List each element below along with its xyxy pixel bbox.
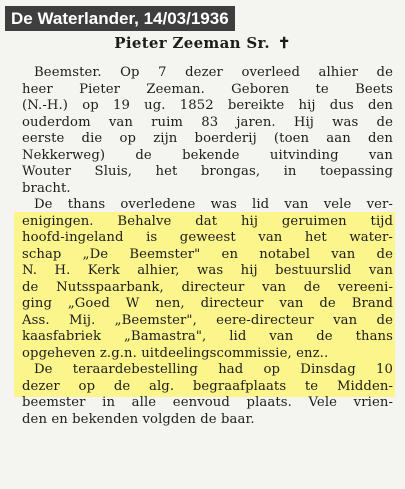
text-line: de Nutsspaarbank, directeur van de vereeni-	[22, 279, 393, 295]
text-line: schap „De Beemster" en notabel van de	[22, 246, 393, 262]
text-line: kaasfabriek „Bamastra", lid van de thans	[22, 329, 393, 344]
text-line: opgeheven z.g.n. uitdeelingscommissie, enz..	[22, 345, 329, 361]
paragraph-3	[22, 362, 393, 428]
text-line: Nekkerweg) de bekende uitvinding van	[22, 147, 393, 163]
paragraph-2	[22, 197, 393, 362]
text-line: Ass. Mij. „Beemster", eere-directeur van de	[22, 312, 393, 328]
source-label: De Waterlander, 14/03/1936	[5, 6, 235, 31]
text-line: N. H. Kerk alhier, was hij bestuurslid van	[22, 263, 393, 278]
text-line: eerste die op zijn boerderij (toen aan den	[22, 131, 393, 146]
text-line: bracht.	[22, 180, 71, 196]
text-line: De thans overledene was lid van vele ver-	[34, 197, 393, 212]
text-line: den en bekenden volgden de baar.	[22, 411, 255, 427]
text-line: De teraardebestelling had op Dinsdag 10	[34, 362, 393, 377]
article-body	[22, 65, 393, 428]
text-line: Beemster. Op 7 dezer overleed alhier de	[34, 65, 393, 80]
text-line: Wouter Sluis, het brongas, in toepassing	[22, 164, 393, 179]
text-line: ouderdom van ruim 83 jaren. Hij was de	[22, 114, 393, 130]
text-line: heer Pieter Zeeman. Geboren te Beets	[22, 81, 393, 97]
headline-text: Pieter Zeeman Sr.	[114, 34, 270, 52]
paragraph-1	[22, 65, 393, 197]
text-line: ging „Goed W nen, directeur van de Brand	[22, 296, 393, 311]
article-headline	[0, 34, 405, 52]
text-line: enigingen. Behalve dat hij geruimen tijd	[22, 213, 393, 229]
text-line: (N.-H.) op 19 ug. 1852 bereikte hij dus den	[22, 98, 393, 113]
cross-icon: ✝	[277, 34, 291, 52]
text-line: beemster in alle eenvoud plaats. Vele vrien-	[22, 395, 393, 410]
text-line: dezer op de alg. begraafplaats te Midden-	[22, 378, 393, 394]
text-line: hoofd-ingeland is geweest van het water-	[22, 230, 393, 245]
